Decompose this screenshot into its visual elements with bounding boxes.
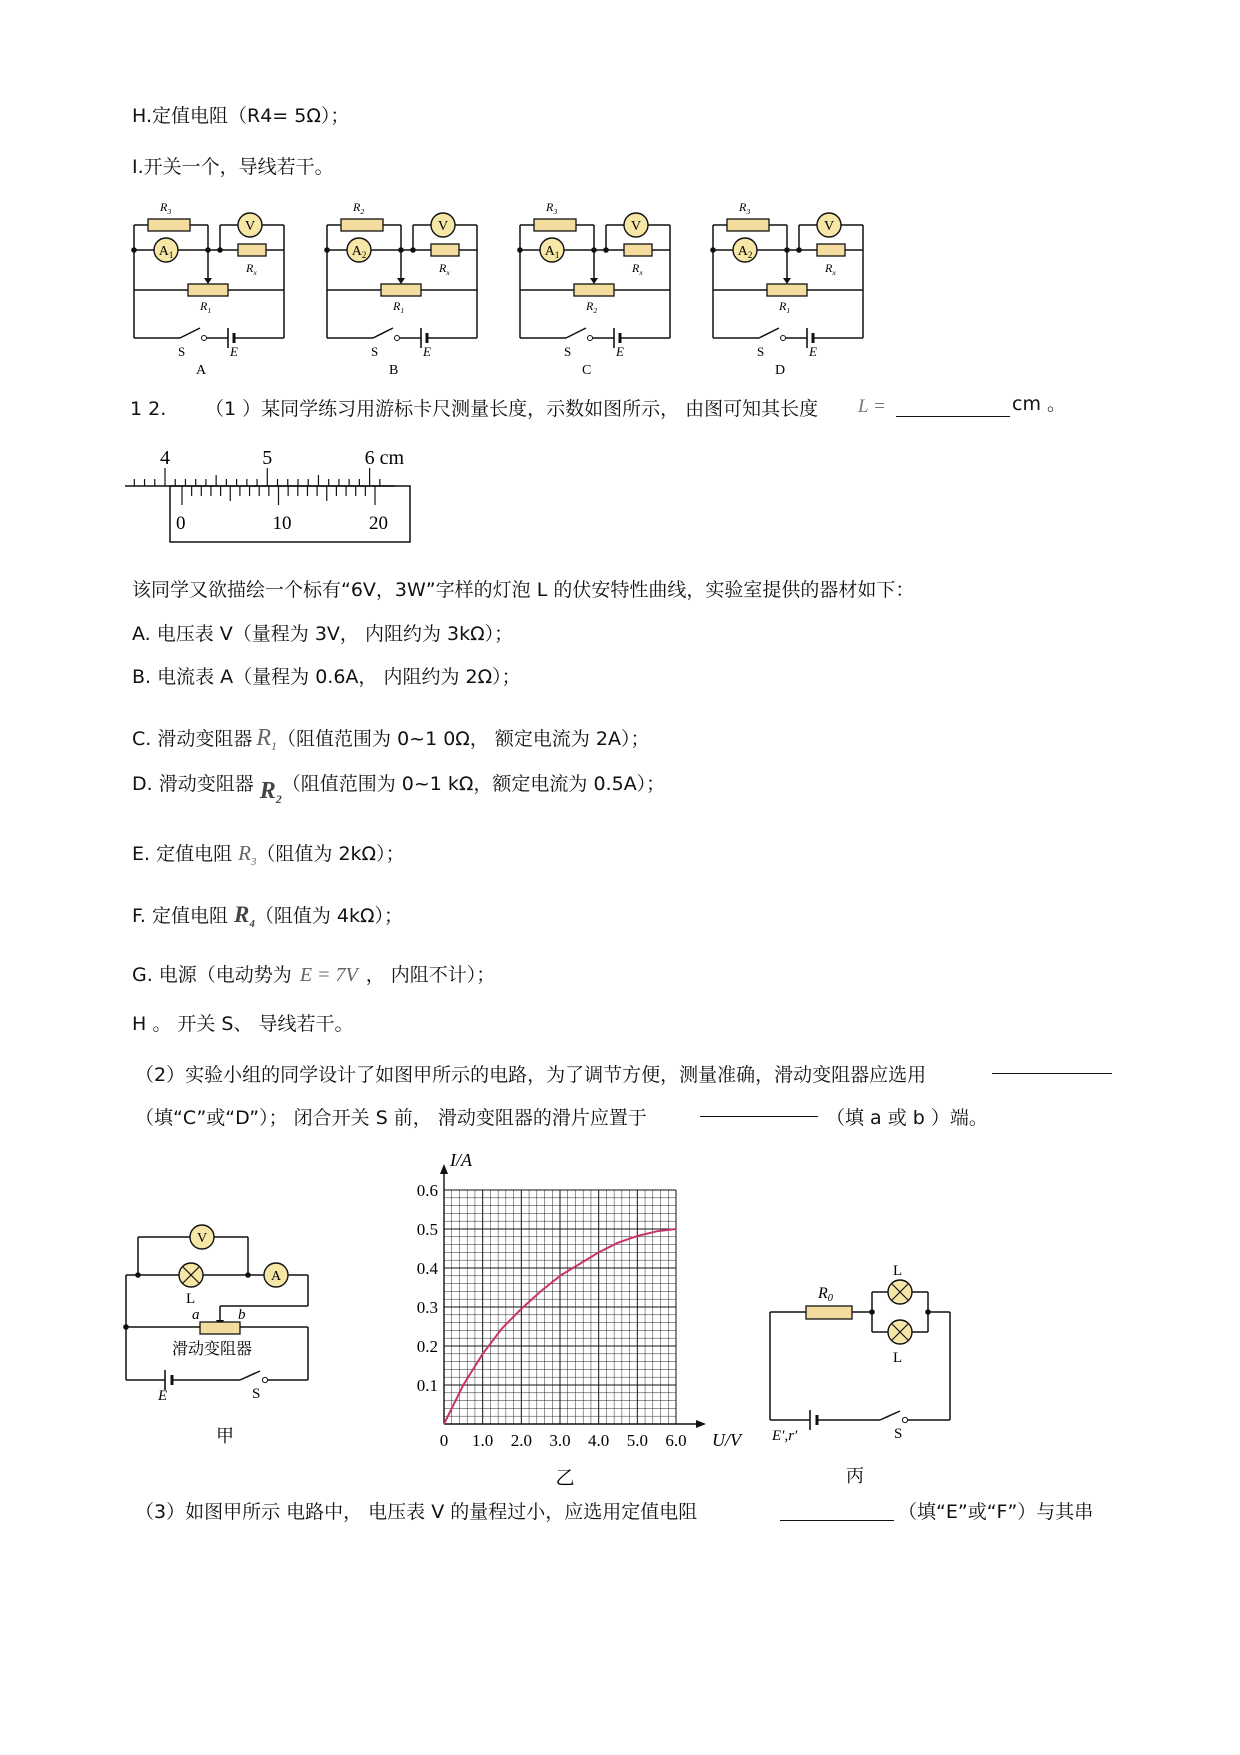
rheostat xyxy=(767,284,807,296)
item-i-switch: I.开关一个，导线若干。 xyxy=(132,156,334,178)
switch-blade xyxy=(759,328,779,338)
circuit-bing-figure xyxy=(760,1263,960,1500)
option-d-rheostat: D. 滑动变阻器 $R_2$（阻值范围为 0~1 kΩ，额定电流为 0.5A）； xyxy=(132,773,666,806)
y-tick-label: 0.6 xyxy=(416,1181,438,1200)
rheostat-label: 滑动变阻器 xyxy=(172,1341,253,1358)
circuit-option-b xyxy=(324,200,477,378)
main-scale-label: 4 xyxy=(160,447,170,469)
rx-resistor xyxy=(238,244,266,256)
junction-dot xyxy=(245,1272,251,1278)
ammeter-label: A xyxy=(270,1269,282,1284)
junction-dot xyxy=(217,247,223,253)
voltmeter-label: V xyxy=(244,219,256,234)
ammeter-label: $A_2$ xyxy=(351,244,367,260)
lamp-label: L xyxy=(186,1291,196,1307)
voltmeter-label: V xyxy=(196,1231,208,1246)
r0-resistor xyxy=(806,1306,852,1319)
rx-label: $R_x$ xyxy=(246,261,257,277)
part-2-stem: （2）实验小组的同学设计了如图甲所示的电路，为了调节方便，测量准确，滑动变阻器应选用 xyxy=(135,1064,927,1086)
question-number: 1 2. xyxy=(130,398,167,420)
ammeter-label: $A_1$ xyxy=(158,244,174,260)
top-resistor-label: $R_2$ xyxy=(353,200,365,216)
junction-dot xyxy=(603,247,609,253)
part-3-stem: （3）如图甲所示 电路中， 电压表 V 的量程过小，应选用定值电阻 xyxy=(135,1501,698,1523)
switch-blade xyxy=(180,328,200,338)
lamp-bottom-label: L xyxy=(893,1350,903,1366)
y-tick-label: 0.3 xyxy=(416,1298,438,1317)
emf-label: E xyxy=(616,344,624,359)
emf-label: E′,r′ xyxy=(772,1428,798,1444)
emf-label: E xyxy=(230,344,238,359)
option-label: C xyxy=(582,363,592,378)
caption-bing: 丙 xyxy=(846,1466,864,1486)
emf-label: E xyxy=(423,344,431,359)
part-3-end: （填“E”或“F”）与其串 xyxy=(898,1501,1094,1523)
lamp-top-label: L xyxy=(893,1263,903,1279)
main-scale-label: 6 cm xyxy=(364,447,405,469)
switch-label: S xyxy=(757,344,765,359)
option-b-ammeter: B. 电流表 A（量程为 0.6A， 内阻约为 2Ω）； xyxy=(132,666,521,688)
switch-label: S xyxy=(894,1426,903,1442)
slider-arrow xyxy=(590,278,598,284)
y-axis-arrow xyxy=(440,1164,448,1174)
voltmeter-label: V xyxy=(437,219,449,234)
length-unit: cm 。 xyxy=(1012,393,1066,415)
x-tick-label: 1.0 xyxy=(472,1431,494,1450)
junction-dot xyxy=(796,247,802,253)
top-resistor xyxy=(148,219,190,231)
rheostat-label: $R_1$ xyxy=(779,299,791,315)
x-tick-label: 3.0 xyxy=(549,1431,571,1450)
switch-contact xyxy=(781,336,786,341)
y-tick-label: 0.2 xyxy=(416,1337,438,1356)
rheostat xyxy=(381,284,421,296)
vernier-label: 0 xyxy=(176,513,186,534)
switch-contact xyxy=(262,1377,267,1382)
voltmeter-label: V xyxy=(823,219,835,234)
switch-contact xyxy=(202,336,207,341)
circuit-option-d xyxy=(710,200,863,378)
voltmeter-label: V xyxy=(630,219,642,234)
switch-blade xyxy=(240,1371,260,1380)
slider-arrow xyxy=(397,278,405,284)
rx-label: $R_x$ xyxy=(825,261,836,277)
switch-blade xyxy=(566,328,586,338)
rx-label: $R_x$ xyxy=(632,261,643,277)
rx-resistor xyxy=(431,244,459,256)
rheostat-label: $R_2$ xyxy=(586,299,598,315)
switch-label: S xyxy=(252,1386,261,1402)
rheostat xyxy=(200,1322,240,1334)
top-resistor-label: $R_3$ xyxy=(546,200,558,216)
switch-contact xyxy=(395,336,400,341)
answer-blank-resistor[interactable] xyxy=(780,1502,894,1521)
r0-label: R0 xyxy=(818,1285,833,1304)
x-tick-label: 6.0 xyxy=(665,1431,687,1450)
x-axis-label: U/V xyxy=(712,1430,741,1450)
option-label: D xyxy=(775,363,786,378)
vernier-label: 20 xyxy=(369,513,388,534)
switch-label: S xyxy=(564,344,572,359)
answer-blank-slider[interactable] xyxy=(700,1098,818,1117)
option-c-rheostat: C. 滑动变阻器 $R_1$（阻值范围为 0~1 0Ω， 额定电流为 2A）； xyxy=(132,725,650,753)
slider-arrow xyxy=(783,278,791,284)
switch-contact xyxy=(902,1417,907,1422)
length-symbol: L = xyxy=(858,396,886,417)
rheostat xyxy=(188,284,228,296)
item-h-resistor: H.定值电阻（R4= 5Ω）； xyxy=(132,105,350,127)
end-b-label: b xyxy=(238,1307,246,1323)
caption-yi: 乙 xyxy=(555,1468,575,1489)
y-axis-label: I/A xyxy=(450,1150,472,1170)
circuit-option-a xyxy=(131,200,284,378)
slider-arrow xyxy=(204,278,212,284)
top-resistor-label: $R_3$ xyxy=(160,200,172,216)
x-tick-label: 5.0 xyxy=(626,1431,648,1450)
question-12-stem: （1 ）某同学练习用游标卡尺测量长度，示数如图所示， 由图可知其长度 xyxy=(205,398,819,420)
top-resistor-label: $R_3$ xyxy=(739,200,751,216)
x-tick-label: 2.0 xyxy=(510,1431,532,1450)
answer-blank-rheostat[interactable] xyxy=(992,1055,1112,1074)
junction-dot xyxy=(410,247,416,253)
x-tick-label: 4.0 xyxy=(588,1431,610,1450)
circuit-options-figure xyxy=(120,190,1120,390)
caption-jia: 甲 xyxy=(216,1426,234,1446)
rheostat-label: $R_1$ xyxy=(393,299,405,315)
answer-blank-length[interactable] xyxy=(896,398,1010,417)
circuit-jia-figure xyxy=(120,1230,360,1520)
emf-label: E xyxy=(809,344,817,359)
y-tick-label: 0.4 xyxy=(416,1259,438,1278)
vernier-caliper-figure xyxy=(125,435,445,555)
rheostat xyxy=(574,284,614,296)
x-tick-label: 0 xyxy=(439,1431,449,1450)
rheostat-label: $R_1$ xyxy=(200,299,212,315)
y-tick-label: 0.5 xyxy=(416,1220,438,1239)
switch-label: S xyxy=(371,344,379,359)
main-scale-label: 5 xyxy=(262,447,273,469)
emf-label: E xyxy=(158,1388,168,1404)
end-a-label: a xyxy=(192,1307,200,1323)
switch-blade xyxy=(373,328,393,338)
lamp-intro: 该同学又欲描绘一个标有“6V，3W”字样的灯泡 L 的伏安特性曲线，实验室提供的器材如下： xyxy=(132,579,915,601)
junction-dot xyxy=(135,1272,141,1278)
option-f-resistor: F. 定值电阻 $R_4$（阻值为 4kΩ）； xyxy=(132,902,403,930)
rx-resistor xyxy=(624,244,652,256)
top-resistor xyxy=(341,219,383,231)
ammeter-label: $A_2$ xyxy=(737,244,753,260)
x-axis-arrow xyxy=(696,1420,706,1428)
option-e-resistor: E. 定值电阻 $R_3$（阻值为 2kΩ）； xyxy=(132,841,405,868)
switch-contact xyxy=(588,336,593,341)
switch-blade xyxy=(880,1411,900,1420)
junction-dot xyxy=(869,1309,875,1315)
rx-label: $R_x$ xyxy=(439,261,450,277)
option-a-voltmeter: A. 电压表 V（量程为 3V， 内阻约为 3kΩ）； xyxy=(132,623,514,645)
option-label: A xyxy=(196,363,207,378)
vernier-label: 10 xyxy=(272,513,292,534)
top-resistor xyxy=(534,219,576,231)
y-tick-label: 0.1 xyxy=(416,1376,438,1395)
option-label: B xyxy=(389,363,399,378)
option-g-source: G. 电源（电动势为 E = 7V ， 内阻不计）； xyxy=(132,964,496,986)
top-resistor xyxy=(727,219,769,231)
rx-resistor xyxy=(817,244,845,256)
switch-label: S xyxy=(178,344,186,359)
iv-chart-yi xyxy=(400,1140,741,1489)
option-h-switch: H 。 开关 S、 导线若干。 xyxy=(132,1013,354,1035)
ammeter-label: $A_1$ xyxy=(544,244,560,260)
part-2-stem-line2: （填“C”或“D”）； 闭合开关 S 前， 滑动变阻器的滑片应置于 xyxy=(135,1107,647,1129)
circuit-option-c xyxy=(517,200,670,378)
part-2-end: （填 a 或 b ）端。 xyxy=(826,1107,988,1129)
